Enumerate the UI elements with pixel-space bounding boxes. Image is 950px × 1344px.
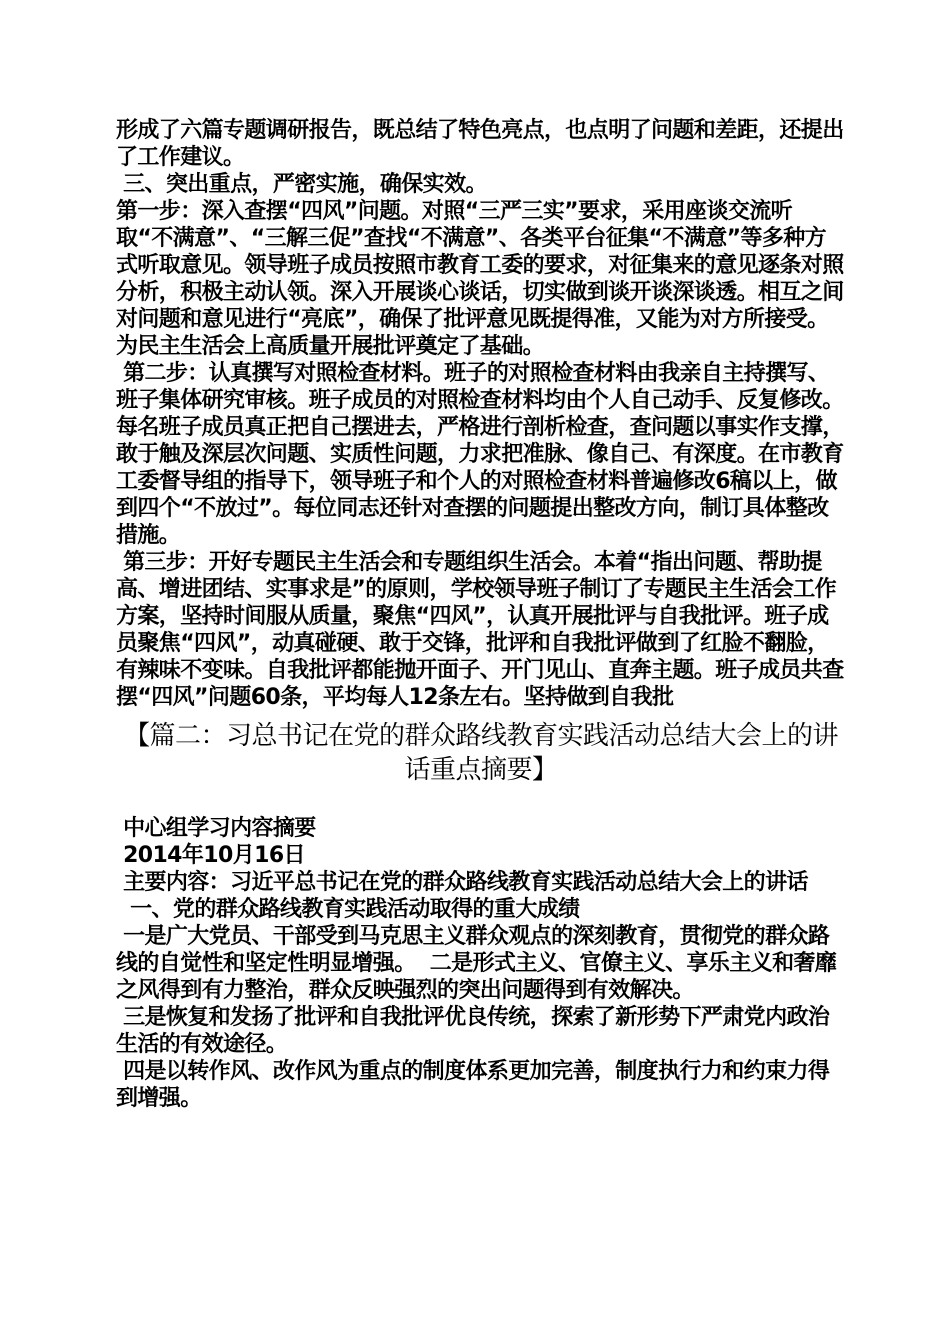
paragraph-step-one: 第一步：深入查摆“四风”问题。对照“三严三实”要求，采用座谈交流听取“不满意”、“三解三促”查找“不满意”、各类平台征集“不满意”等多种方式听取意见。领导班子成员按照市教育工委的要求，对征集来的意见逐条对照分析，积极主动认领。深入开展谈心谈话，切实做到谈开谈深谈透。相互之间对问题和意见进行“亮底”，确保了批评意见既提得准，又能为对方所接受。为民主生活会上高质量开展批评奠定了基础。 [116, 199, 844, 359]
heading-section-three: 三、突出重点，严密实施，确保实效。 [116, 172, 487, 197]
document-page [116, 117, 846, 1112]
spacer [116, 787, 846, 815]
main-content-line: 主要内容：习近平总书记在党的群众路线教育实践活动总结大会上的讲话 [116, 870, 808, 895]
paragraph-research-reports: 形成了六篇专题调研报告，既总结了特色亮点，也点明了问题和差距，还提出了工作建议。 [116, 118, 844, 170]
paragraph-points-one-two: 一是广大党员、干部受到马克思主义群众观点的深刻教育，贯彻党的群众路线的自觉性和坚定性明显增强。 二是形式主义、官僚主义、享乐主义和奢靡之风得到有力整治，群众反映强烈的突出问题得到有效解决。 [116, 924, 837, 1003]
paragraph-step-two: 第二步：认真撰写对照检查材料。班子的对照检查材料由我亲自主持撰写、班子集体研究审核。班子成员的对照检查材料均由个人自己动手、反复修改。每名班子成员真正把自己摆进去，严格进行剖析检查，查问题以事实作支撑，敢于触及深层次问题、实质性问题，力求把准脉、像自己、有深度。在市教育工委督导组的指导下，领导班子和个人的对照检查材料普遍修改6稿以上，做到四个“不放过”。每位同志还针对查摆的问题提出整改方向，制订具体整改措施。 [116, 361, 844, 548]
paragraph-point-three: 三是恢复和发扬了批评和自我批评优良传统，探索了新形势下严肃党内政治生活的有效途径。 [116, 1005, 830, 1057]
heading-achievements: 一、党的群众路线教育实践活动取得的重大成绩 [116, 897, 580, 922]
section-title: 【篇二：习总书记在党的群众路线教育实践活动总结大会上的讲话重点摘要】 [123, 721, 838, 785]
study-summary-heading: 中心组学习内容摘要 [116, 816, 316, 841]
paragraph-point-four: 四是以转作风、改作风为重点的制度体系更加完善，制度执行力和约束力得到增强。 [116, 1059, 830, 1111]
paragraph-step-three: 第三步：开好专题民主生活会和专题组织生活会。本着“指出问题、帮助提高、增进团结、实事求是”的原则，学校领导班子制订了专题民主生活会工作方案，坚持时间服从质量，聚焦“四风”，认真开展批评与自我批评。班子成员聚焦“四风”，动真碰硬、敢于交锋，批评和自我批评做到了红脸不翻脸，有辣味不变味。自我批评都能抛开面子、开门见山、直奔主题。班子成员共查摆“四风”问题60条，平均每人12条左右。坚持做到自我批 [116, 550, 844, 710]
date-line: 2014年10月16日 [116, 843, 305, 868]
